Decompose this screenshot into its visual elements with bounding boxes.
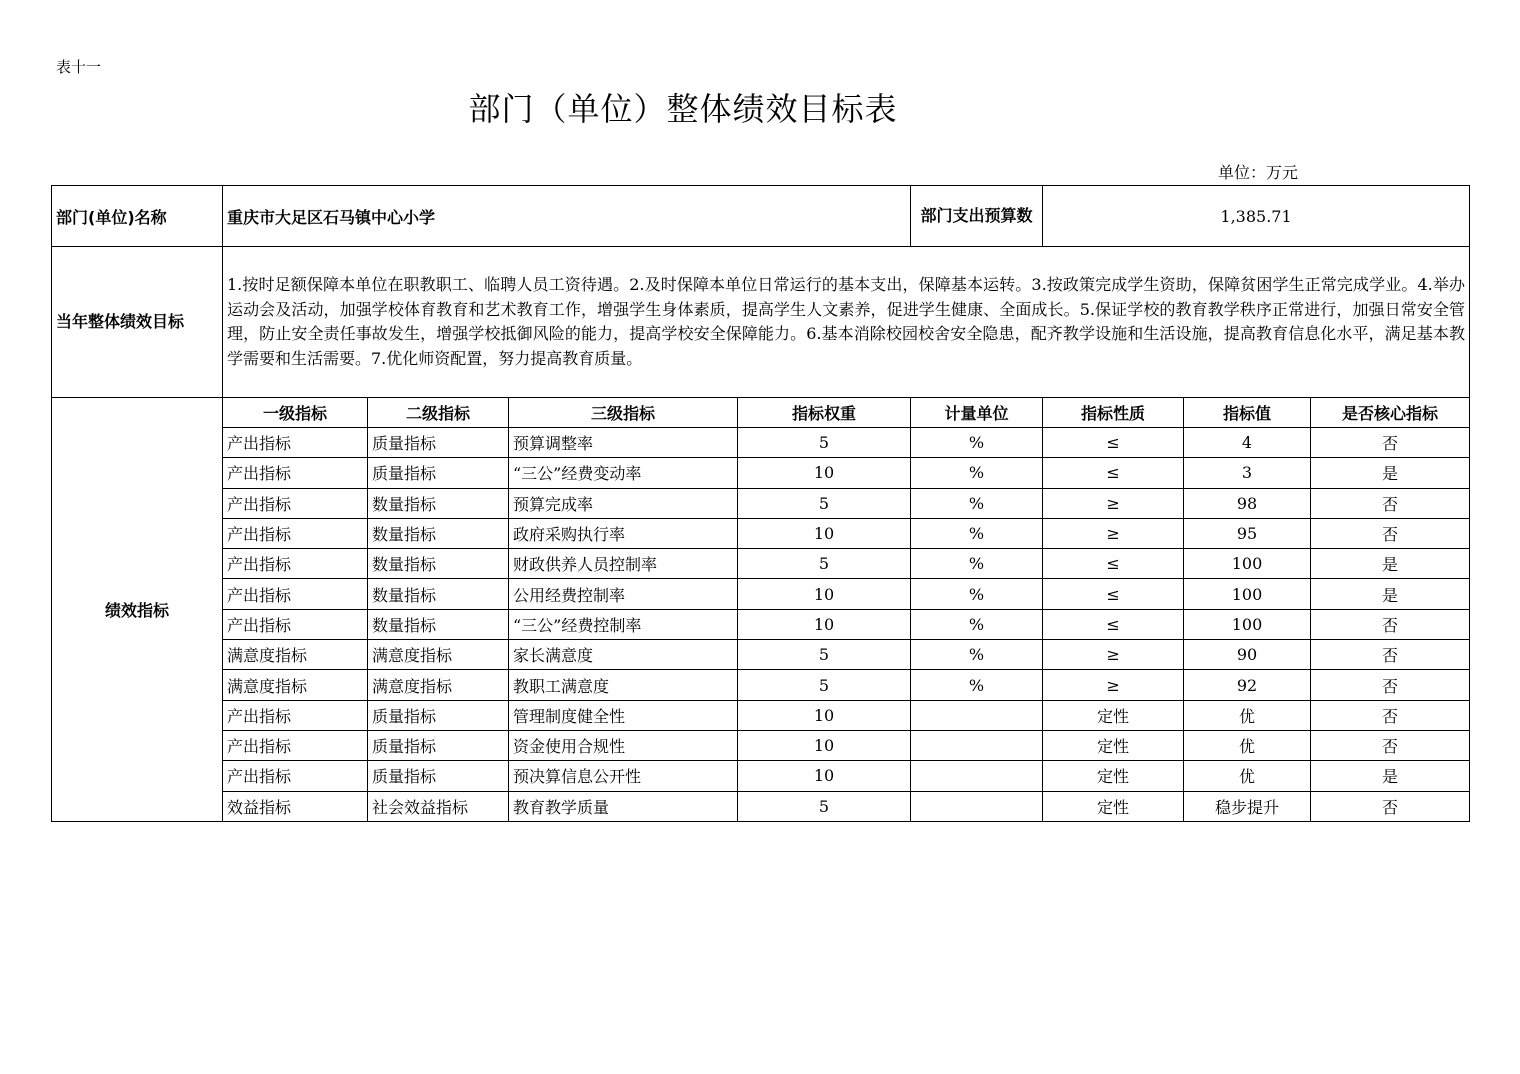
- level3-cell: 管理制度健全性: [509, 700, 738, 730]
- unit-cell: %: [911, 488, 1043, 518]
- level1-cell: 产出指标: [223, 730, 368, 760]
- level3-cell: 家长满意度: [509, 640, 738, 670]
- value-cell: 优: [1184, 730, 1311, 760]
- value-cell: 92: [1184, 670, 1311, 700]
- level3-cell: 预算完成率: [509, 488, 738, 518]
- weight-cell: 5: [738, 428, 911, 458]
- column-header: 是否核心指标: [1311, 398, 1470, 428]
- value-cell: 优: [1184, 761, 1311, 791]
- unit-cell: %: [911, 609, 1043, 639]
- level1-cell: 效益指标: [223, 791, 368, 821]
- weight-cell: 5: [738, 791, 911, 821]
- table-row: [52, 458, 1470, 488]
- value-cell: 100: [1184, 549, 1311, 579]
- nature-cell: ≥: [1043, 488, 1184, 518]
- level2-cell: 数量指标: [368, 549, 509, 579]
- level2-cell: 满意度指标: [368, 640, 509, 670]
- dept-name-label: 部门(单位)名称: [52, 186, 223, 247]
- unit-cell: %: [911, 428, 1043, 458]
- level2-cell: 质量指标: [368, 761, 509, 791]
- level2-cell: 质量指标: [368, 730, 509, 760]
- dept-name: 重庆市大足区石马镇中心小学: [223, 186, 911, 247]
- nature-cell: ≥: [1043, 640, 1184, 670]
- core-cell: 否: [1311, 609, 1470, 639]
- unit-cell: %: [911, 518, 1043, 548]
- core-cell: 否: [1311, 488, 1470, 518]
- level1-cell: 产出指标: [223, 549, 368, 579]
- level3-cell: 预决算信息公开性: [509, 761, 738, 791]
- column-header: 计量单位: [911, 398, 1043, 428]
- value-cell: 100: [1184, 579, 1311, 609]
- weight-cell: 5: [738, 488, 911, 518]
- weight-cell: 10: [738, 730, 911, 760]
- unit-cell: %: [911, 670, 1043, 700]
- value-cell: 优: [1184, 700, 1311, 730]
- level3-cell: 政府采购执行率: [509, 518, 738, 548]
- value-cell: 3: [1184, 458, 1311, 488]
- level2-cell: 数量指标: [368, 488, 509, 518]
- column-header: 指标性质: [1043, 398, 1184, 428]
- column-header: 一级指标: [223, 398, 368, 428]
- core-cell: 是: [1311, 579, 1470, 609]
- level1-cell: 产出指标: [223, 700, 368, 730]
- level3-cell: 教职工满意度: [509, 670, 738, 700]
- level2-cell: 质量指标: [368, 700, 509, 730]
- core-cell: 否: [1311, 700, 1470, 730]
- nature-cell: 定性: [1043, 730, 1184, 760]
- level3-cell: “三公”经费控制率: [509, 609, 738, 639]
- goals-label: 当年整体绩效目标: [52, 247, 223, 398]
- level3-cell: 教育教学质量: [509, 791, 738, 821]
- core-cell: 否: [1311, 670, 1470, 700]
- table-row: [52, 730, 1470, 760]
- level1-cell: 产出指标: [223, 609, 368, 639]
- weight-cell: 10: [738, 761, 911, 791]
- level1-cell: 产出指标: [223, 458, 368, 488]
- nature-cell: ≥: [1043, 670, 1184, 700]
- core-cell: 否: [1311, 730, 1470, 760]
- unit-cell: %: [911, 549, 1043, 579]
- weight-cell: 5: [738, 640, 911, 670]
- level2-cell: 数量指标: [368, 579, 509, 609]
- level1-cell: 产出指标: [223, 428, 368, 458]
- core-cell: 否: [1311, 428, 1470, 458]
- unit-cell: %: [911, 640, 1043, 670]
- column-header: 指标权重: [738, 398, 911, 428]
- table-row: [52, 761, 1470, 791]
- unit-cell: [911, 761, 1043, 791]
- unit-cell: %: [911, 458, 1043, 488]
- page-title: 部门（单位）整体绩效目标表: [468, 90, 898, 128]
- level1-cell: 产出指标: [223, 579, 368, 609]
- budget-label: 部门支出预算数: [911, 186, 1043, 247]
- weight-cell: 5: [738, 670, 911, 700]
- level3-cell: 公用经费控制率: [509, 579, 738, 609]
- level2-cell: 质量指标: [368, 428, 509, 458]
- nature-cell: 定性: [1043, 761, 1184, 791]
- table-row: [52, 791, 1470, 821]
- weight-cell: 10: [738, 458, 911, 488]
- value-cell: 4: [1184, 428, 1311, 458]
- nature-cell: 定性: [1043, 700, 1184, 730]
- core-cell: 否: [1311, 518, 1470, 548]
- column-header: 指标值: [1184, 398, 1311, 428]
- unit-cell: [911, 791, 1043, 821]
- core-cell: 是: [1311, 761, 1470, 791]
- level2-cell: 社会效益指标: [368, 791, 509, 821]
- level3-cell: 预算调整率: [509, 428, 738, 458]
- dept-row: [52, 186, 1470, 247]
- level1-cell: 产出指标: [223, 761, 368, 791]
- indicator-header-row: [52, 398, 1470, 428]
- level1-cell: 满意度指标: [223, 670, 368, 700]
- performance-table: [51, 185, 1470, 822]
- unit-cell: [911, 730, 1043, 760]
- table-row: [52, 488, 1470, 518]
- nature-cell: ≥: [1043, 518, 1184, 548]
- unit-cell: [911, 700, 1043, 730]
- column-header: 三级指标: [509, 398, 738, 428]
- column-header: 二级指标: [368, 398, 509, 428]
- level3-cell: “三公”经费变动率: [509, 458, 738, 488]
- level2-cell: 数量指标: [368, 609, 509, 639]
- value-cell: 90: [1184, 640, 1311, 670]
- core-cell: 是: [1311, 549, 1470, 579]
- value-cell: 100: [1184, 609, 1311, 639]
- nature-cell: ≤: [1043, 549, 1184, 579]
- core-cell: 否: [1311, 791, 1470, 821]
- table-row: [52, 609, 1470, 639]
- level1-cell: 满意度指标: [223, 640, 368, 670]
- weight-cell: 10: [738, 518, 911, 548]
- value-cell: 95: [1184, 518, 1311, 548]
- table-row: [52, 428, 1470, 458]
- table-number: 表十一: [56, 58, 102, 76]
- goals-row: [52, 247, 1470, 398]
- budget-value: 1,385.71: [1043, 186, 1470, 247]
- table-row: [52, 670, 1470, 700]
- core-cell: 否: [1311, 640, 1470, 670]
- goals-text: 1.按时足额保障本单位在职教职工、临聘人员工资待遇。2.及时保障本单位日常运行的基本支出，保障基本运转。3.按政策完成学生资助，保障贫困学生正常完成学业。4.举办运动会及活动，加强学校体育教育和艺术教育工作，增强学生身体素质，提高学生人文素养，促进学生健康、全面成长。5.保证学校的教育教学秩序正常进行，加强日常安全管理，防止安全责任事故发生，增强学校抵御风险的能力，提高学校安全保障能力。6.基本消除校园校舍安全隐患，配齐教学设施和生活设施，提高教育信息化水平，满足基本教学需要和生活需要。7.优化师资配置，努力提高教育质量。: [223, 247, 1470, 398]
- value-cell: 98: [1184, 488, 1311, 518]
- level3-cell: 财政供养人员控制率: [509, 549, 738, 579]
- table-row: [52, 549, 1470, 579]
- table-row: [52, 579, 1470, 609]
- level1-cell: 产出指标: [223, 518, 368, 548]
- table-row: [52, 700, 1470, 730]
- nature-cell: ≤: [1043, 458, 1184, 488]
- core-cell: 是: [1311, 458, 1470, 488]
- table-row: [52, 518, 1470, 548]
- unit-label: 单位：万元: [1218, 163, 1299, 182]
- level2-cell: 数量指标: [368, 518, 509, 548]
- weight-cell: 5: [738, 549, 911, 579]
- weight-cell: 10: [738, 609, 911, 639]
- nature-cell: ≤: [1043, 609, 1184, 639]
- nature-cell: 定性: [1043, 791, 1184, 821]
- value-cell: 稳步提升: [1184, 791, 1311, 821]
- level2-cell: 满意度指标: [368, 670, 509, 700]
- weight-cell: 10: [738, 579, 911, 609]
- indicators-label: 绩效指标: [52, 398, 223, 822]
- nature-cell: ≤: [1043, 428, 1184, 458]
- weight-cell: 10: [738, 700, 911, 730]
- level1-cell: 产出指标: [223, 488, 368, 518]
- nature-cell: ≤: [1043, 579, 1184, 609]
- table-row: [52, 640, 1470, 670]
- unit-cell: %: [911, 579, 1043, 609]
- level2-cell: 质量指标: [368, 458, 509, 488]
- level3-cell: 资金使用合规性: [509, 730, 738, 760]
